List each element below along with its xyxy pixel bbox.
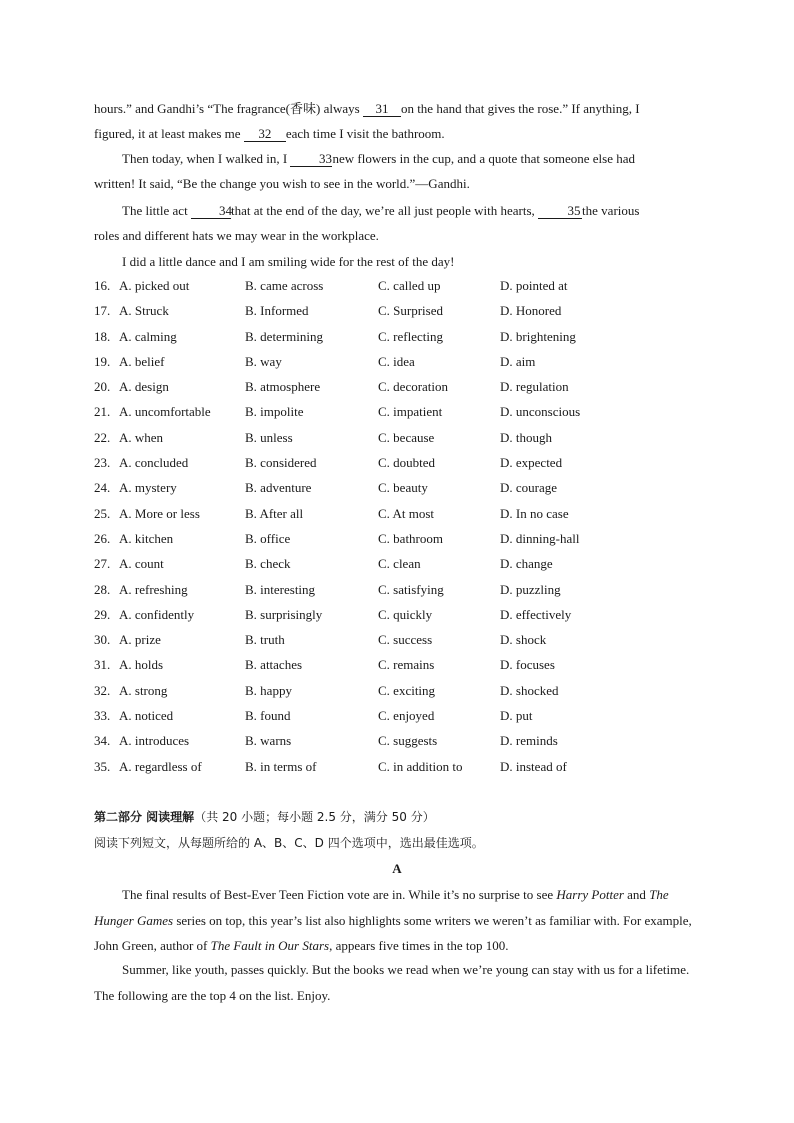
option-c: C. bathroom <box>378 530 443 546</box>
text-segment: Then today, when I walked in, I <box>122 151 291 166</box>
book-title: The Fault in Our Stars <box>210 938 330 953</box>
option-b: B. atmosphere <box>245 379 321 395</box>
option-c: C. impatient <box>378 404 443 420</box>
option-row <box>94 425 694 450</box>
option-row <box>94 324 694 349</box>
text-segment: , appears five times in the top 100. <box>329 938 509 953</box>
question-number: 28. <box>94 581 111 597</box>
option-b: B. attaches <box>245 657 303 673</box>
section-title-rest: （共 20 小题；每小题 2.5 分，满分 50 分） <box>194 810 435 824</box>
option-b: B. Informed <box>245 303 309 319</box>
option-b: B. found <box>245 708 291 724</box>
option-d: D. brightening <box>500 328 576 344</box>
option-a: A. Struck <box>119 303 169 319</box>
question-number: 32. <box>94 682 111 698</box>
text-segment: The little act <box>122 203 191 218</box>
blank-34: 34 <box>191 204 231 219</box>
option-b: B. surprisingly <box>245 606 323 622</box>
option-a: A. concluded <box>119 455 189 471</box>
option-a: A. belief <box>119 353 165 369</box>
text-segment: each time I visit the bathroom. <box>285 126 445 141</box>
blank-31: 31 <box>363 102 401 117</box>
option-d: D. shock <box>500 632 547 648</box>
cloze-paragraph-3 <box>94 146 694 172</box>
option-d: D. shocked <box>500 682 559 698</box>
question-number: 17. <box>94 303 111 319</box>
blank-32: 32 <box>244 127 286 142</box>
question-number: 19. <box>94 353 111 369</box>
cloze-paragraph-5 <box>94 198 694 224</box>
option-a: A. mystery <box>119 480 177 496</box>
section-title <box>94 806 435 828</box>
cloze-paragraph-4: written! It said, “Be the change you wish to see in the world.”—Gandhi. <box>94 176 470 191</box>
cloze-paragraph-1 <box>94 96 694 122</box>
option-row <box>94 450 694 475</box>
option-a: A. regardless of <box>119 758 202 774</box>
option-d: D. regulation <box>500 379 569 395</box>
option-b: B. way <box>245 353 282 369</box>
text-segment: on the hand that gives the rose.” If anything, I <box>400 101 640 116</box>
text-segment: hours.” and Gandhi’s “The fragrance(香味) always <box>94 101 363 116</box>
options-list <box>94 273 694 779</box>
option-row <box>94 551 694 576</box>
option-a: A. noticed <box>119 708 174 724</box>
cloze-paragraph-7: I did a little dance and I am smiling wide for the rest of the day! <box>122 254 455 269</box>
option-b: B. warns <box>245 733 292 749</box>
option-b: B. unless <box>245 429 293 445</box>
option-b: B. adventure <box>245 480 312 496</box>
question-number: 33. <box>94 708 111 724</box>
option-b: B. impolite <box>245 404 304 420</box>
option-d: D. reminds <box>500 733 558 749</box>
text-segment: figured, it at least makes me <box>94 126 244 141</box>
option-row <box>94 298 694 323</box>
text-segment: the various <box>582 203 640 218</box>
question-number: 31. <box>94 657 111 673</box>
section-title-bold: 第二部分 阅读理解 <box>94 810 195 824</box>
text-segment: The final results of Best-Ever Teen Fiction vote are in. While it’s no surprise to see <box>122 887 557 902</box>
option-row <box>94 349 694 374</box>
option-c: C. success <box>378 632 433 648</box>
option-c: C. Surprised <box>378 303 443 319</box>
cloze-paragraph-2 <box>94 121 694 147</box>
option-a: A. refreshing <box>119 581 188 597</box>
option-c: C. because <box>378 429 435 445</box>
option-row <box>94 754 694 779</box>
option-c: C. clean <box>378 556 421 572</box>
option-a: A. count <box>119 556 164 572</box>
option-a: A. confidently <box>119 606 195 622</box>
option-d: D. change <box>500 556 553 572</box>
question-number: 26. <box>94 530 111 546</box>
option-b: B. office <box>245 530 291 546</box>
option-row <box>94 728 694 753</box>
option-c: C. quickly <box>378 606 433 622</box>
option-d: D. Honored <box>500 303 562 319</box>
question-number: 18. <box>94 328 111 344</box>
option-b: B. interesting <box>245 581 316 597</box>
option-d: D. dinning-hall <box>500 530 580 546</box>
question-number: 24. <box>94 480 111 496</box>
section-instruction: 阅读下列短文，从每题所给的 A、B、C、D 四个选项中，选出最佳选项。 <box>94 836 484 850</box>
option-row <box>94 399 694 424</box>
option-row <box>94 273 694 298</box>
option-row <box>94 475 694 500</box>
book-title: The Hunger Games <box>94 887 669 928</box>
option-c: C. idea <box>378 353 415 369</box>
option-b: B. in terms of <box>245 758 317 774</box>
option-d: D. In no case <box>500 505 569 521</box>
option-d: D. instead of <box>500 758 567 774</box>
option-a: A. strong <box>119 682 168 698</box>
book-title: Harry Potter <box>556 887 624 902</box>
option-d: D. courage <box>500 480 558 496</box>
blank-35: 35 <box>538 204 582 219</box>
option-c: C. doubted <box>378 455 436 471</box>
option-row <box>94 374 694 399</box>
question-number: 22. <box>94 429 111 445</box>
option-row <box>94 501 694 526</box>
option-a: A. calming <box>119 328 177 344</box>
passage-paragraph-1 <box>94 882 694 959</box>
passage-letter: A <box>392 861 402 876</box>
text-segment: and <box>623 887 650 902</box>
option-b: B. considered <box>245 455 317 471</box>
option-b: B. After all <box>245 505 304 521</box>
question-number: 27. <box>94 556 111 572</box>
option-row <box>94 678 694 703</box>
option-d: D. put <box>500 708 533 724</box>
option-row <box>94 577 694 602</box>
question-number: 29. <box>94 606 111 622</box>
text-segment: new flowers in the cup, and a quote that someone else had <box>332 151 635 166</box>
option-c: C. beauty <box>378 480 428 496</box>
option-a: A. More or less <box>119 505 200 521</box>
question-number: 35. <box>94 758 111 774</box>
option-d: D. expected <box>500 455 563 471</box>
option-a: A. kitchen <box>119 530 174 546</box>
option-a: A. picked out <box>119 278 190 293</box>
option-c: C. in addition to <box>378 758 463 774</box>
option-a: A. introduces <box>119 733 190 749</box>
question-number: 25. <box>94 505 111 521</box>
option-c: C. satisfying <box>378 581 444 597</box>
option-row <box>94 652 694 677</box>
question-number: 30. <box>94 632 111 648</box>
option-c: C. remains <box>378 657 435 673</box>
option-c: C. reflecting <box>378 328 443 344</box>
option-c: C. At most <box>378 505 434 521</box>
option-row <box>94 627 694 652</box>
text-segment: that at the end of the day, we’re all just people with hearts, <box>230 203 539 218</box>
cloze-paragraph-6: roles and different hats we may wear in the workplace. <box>94 228 379 243</box>
question-number: 23. <box>94 455 111 471</box>
option-d: D. focuses <box>500 657 555 673</box>
option-d: D. aim <box>500 353 536 369</box>
option-b: B. truth <box>245 632 285 648</box>
question-number: 34. <box>94 733 111 749</box>
blank-33: 33 <box>290 152 332 167</box>
option-a: A. holds <box>119 657 164 673</box>
passage-paragraph-2: Summer, like youth, passes quickly. But the books we read when we’re young can stay with us for a lifetime. The following are the top 4 on the list. Enjoy. <box>94 962 690 1003</box>
option-row <box>94 602 694 627</box>
option-a: A. uncomfortable <box>119 404 211 420</box>
option-d: D. effectively <box>500 606 572 622</box>
option-d: D. unconscious <box>500 404 581 420</box>
question-number: 16. <box>94 278 111 293</box>
option-c: C. exciting <box>378 682 436 698</box>
question-number: 20. <box>94 379 111 395</box>
option-row <box>94 526 694 551</box>
text-segment: series on top, this year’s list also highlights some writers we weren’t as familiar with. For example, John Green, author of <box>94 912 692 953</box>
option-c: C. suggests <box>378 733 438 749</box>
option-c: C. enjoyed <box>378 708 435 724</box>
option-c: C. decoration <box>378 379 449 395</box>
option-b: B. happy <box>245 682 292 698</box>
option-b: B. determining <box>245 328 323 344</box>
option-b: B. check <box>245 556 291 572</box>
option-d: D. though <box>500 429 552 445</box>
option-b: B. came across <box>245 278 324 293</box>
option-a: A. prize <box>119 632 161 648</box>
option-d: D. puzzling <box>500 581 561 597</box>
option-d: D. pointed at <box>500 278 568 293</box>
question-number: 21. <box>94 404 111 420</box>
option-c: C. called up <box>378 278 441 293</box>
option-a: A. design <box>119 379 169 395</box>
option-a: A. when <box>119 429 164 445</box>
option-row <box>94 703 694 728</box>
